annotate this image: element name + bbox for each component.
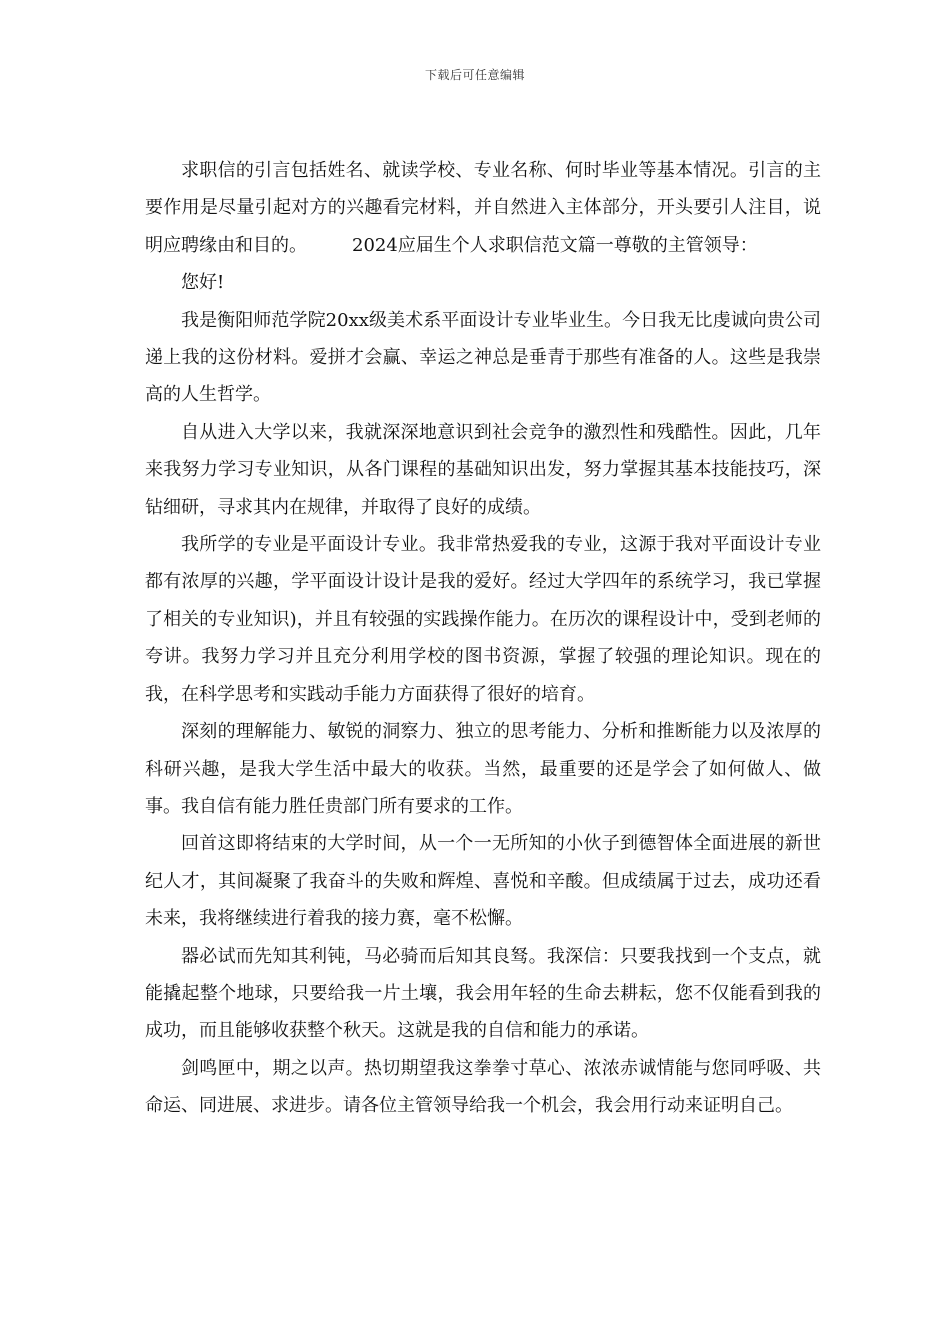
letter-body bbox=[145, 152, 821, 1125]
paragraph-major: 我所学的专业是平面设计专业。我非常热爱我的专业，这源于我对平面设计专业都有浓厚的兴趣，学平面设计设计是我的爱好。经过大学四年的系统学习，我已掌握了相关的专业知识)，并且有较强的实践操作能力。在历次的课程设计中，受到老师的夸讲。我努力学习并且充分利用学校的图书资源，掌握了较强的理论知识。现在的我，在科学思考和实践动手能力方面获得了很好的培育。 bbox=[145, 534, 821, 705]
paragraph-greeting: 您好! bbox=[181, 272, 225, 294]
paragraph-intro: 求职信的引言包括姓名、就读学校、专业名称、何时毕业等基本情况。引言的主要作用是尽量引起对方的兴趣看完材料，并自然进入主体部分，开头要引人注目，说明应聘缘由和目的。 2024应届生个人求职信范文篇一尊敬的主管领导： bbox=[145, 160, 821, 256]
paragraph-closing: 剑鸣匣中，期之以声。热切期望我这拳拳寸草心、浓浓赤诚情能与您同呼吸、共命运、同进展、求进步。请各位主管领导给我一个机会，我会用行动来证明自己。 bbox=[145, 1057, 821, 1117]
paragraph-review: 回首这即将结束的大学时间，从一个一无所知的小伙子到德智体全面进展的新世纪人才，其间凝聚了我奋斗的失败和辉煌、喜悦和辛酸。但成绩属于过去，成功还看未来，我将继续进行着我的接力赛，毫不松懈。 bbox=[145, 833, 821, 930]
header-note: 下载后可任意编辑 bbox=[424, 68, 525, 82]
paragraph-confidence: 器必试而先知其利钝，马必骑而后知其良驽。我深信：只要我找到一个支点，就能撬起整个地球，只要给我一片土壤，我会用年轻的生命去耕耘，您不仅能看到我的成功，而且能够收获整个秋天。这就是我的自信和能力的承诺。 bbox=[145, 945, 821, 1042]
paragraph-self-intro: 我是衡阳师范学院20xx级美术系平面设计专业毕业生。今日我无比虔诚向贵公司递上我的这份材料。爱拼才会赢、幸运之神总是垂青于那些有准备的人。这些是我崇高的人生哲学。 bbox=[145, 309, 821, 406]
paragraph-university: 自从进入大学以来，我就深深地意识到社会竞争的激烈性和残酷性。因此，几年来我努力学习专业知识，从各门课程的基础知识出发，努力掌握其基本技能技巧，深钻细研，寻求其内在规律，并取得了良好的成绩。 bbox=[145, 421, 821, 518]
paragraph-abilities: 深刻的理解能力、敏锐的洞察力、独立的思考能力、分析和推断能力以及浓厚的科研兴趣，是我大学生活中最大的收获。当然，最重要的还是学会了如何做人、做事。我自信有能力胜任贵部门所有要求的工作。 bbox=[145, 721, 821, 817]
